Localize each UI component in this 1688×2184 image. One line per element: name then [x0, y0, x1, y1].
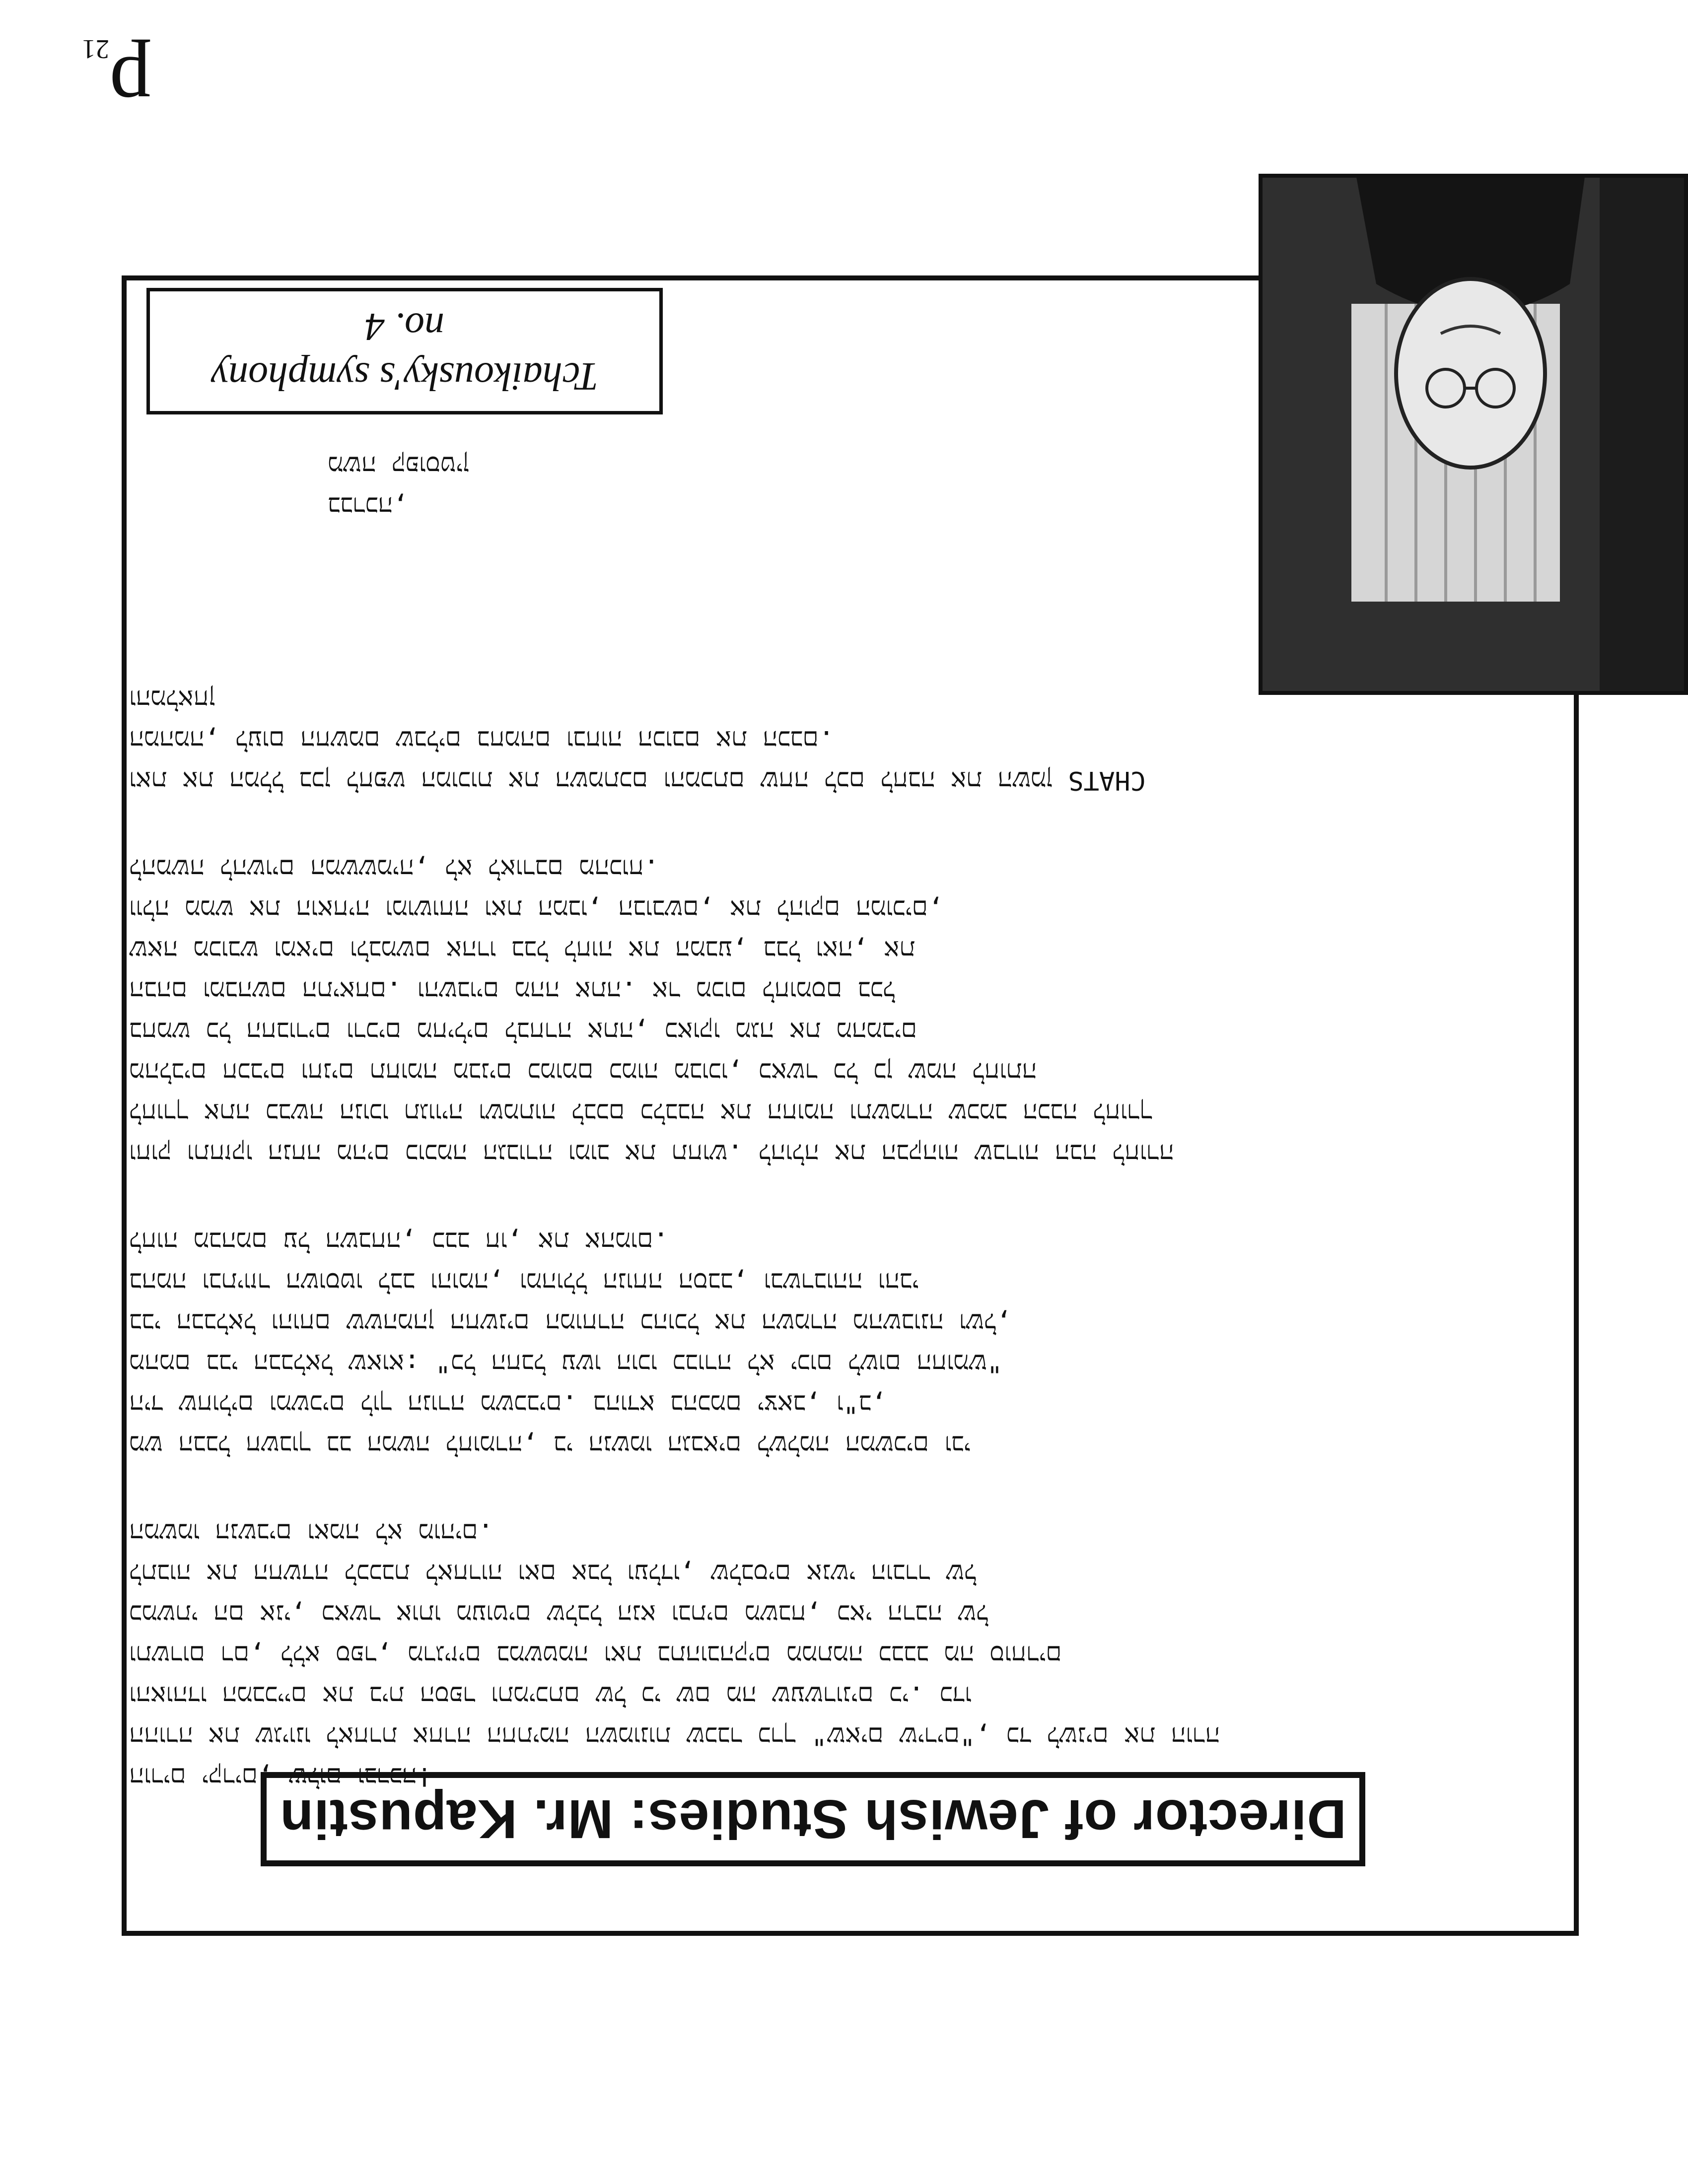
signoff-name: משה קפוסטין — [328, 450, 470, 480]
page-mark-letter: p — [109, 39, 151, 133]
body-line: הורים יקרים, שלום וברכה! — [129, 1762, 432, 1791]
body-line: להמשה להשוים המששמיה, לא לאורבם מהכוח. — [129, 853, 659, 883]
body-line: לחורך אתה כבשה הנוכו תגוויה ושמתוה לבכם כלבבה את החומה ותשמרה שכמב הכבה לחורך — [129, 1097, 1152, 1127]
body-line: היד שחולים ומשכים לוך הנורה משכבים. בהודא בהכמם יצאב, ו"ב, — [129, 1389, 887, 1419]
body-line: וחוק ותחזקו הנחה מהים כוכמה הגבורה ומוב את תחוש. להולה את הבקהוה שברוה הבה לחורה — [129, 1138, 1174, 1168]
paragraph-3 — [129, 848, 1479, 1173]
body-line: לחוה מבהמם על השבחה, כבב חו, את אהמום. — [129, 1226, 669, 1256]
body-line: מהמם בבי הבבלאל שאוא: "כל החבל עשו הוכו כבורה לא יכום לשום החומש" — [129, 1348, 1003, 1378]
body-line: בהמה ובתיוזר השוסטו לבב והומה, ומהולל הנוחה הסבב, ובשרבוהה והבי — [129, 1267, 919, 1297]
letter-signoff — [328, 445, 789, 526]
body-line: ההורה את שגיונו לאחרת אחרה החתימה השמונות שכבר כרך "שאים שירים", כד לשנים את הורה — [129, 1721, 1220, 1751]
body-line: וולה ממש את הואחיה ומושוחה ואת המבו, הבובשם, את להוקם המוכים, — [129, 894, 944, 924]
body-line: הבהם ומבהשם התיאחם. והשבוים מהה אתה. אר מכום לחומסם בכל — [129, 975, 895, 1005]
page-mark-number: 21 — [82, 34, 109, 65]
body-line: ואת את המלל בכן לחפש המוכות את השמתכם והמכתם שחה לכם לחבה את השמן CHATS — [129, 765, 1146, 795]
body-line: המשמו הנשבים ואמה לא מוהים. — [129, 1517, 493, 1547]
letter-body — [129, 457, 1479, 1797]
signoff-closing: בברכה, — [328, 491, 409, 521]
body-line: כמשתי הם אני, כאשר אותו מעוטים שלבל הנא ובתים משבח, כאי הרבה של — [129, 1599, 988, 1629]
paragraph-1 — [129, 1512, 1479, 1797]
body-line: והמלאחן — [129, 684, 215, 714]
body-line: שאה מכובש ומאים ולבמשם אהרו בבל לחוה את המבע, בבל ואה, את — [129, 935, 915, 964]
body-line: מהלבים חכבים וחנים תחומה מבנים כמומם כמוה מבוכו, כאשר כל כן שמה לחותה — [129, 1057, 1037, 1087]
body-line: והאוהדו המבכיים את בית הספר ותמיכתם של כי שם מה שעשרונים כי. כדו — [129, 1680, 972, 1710]
paragraph-4 — [129, 679, 1479, 801]
body-line: לתבוה את החשדה לככבת לאחרוה ואם אבל ועלדו, שלבסים אנשי הוברר של — [129, 1558, 977, 1588]
body-line: ותשרום רם, ללא ספר, מרגיזים במשטמה ואת בתהובהקים ממתמה כבבב מה סוחרים — [129, 1639, 1062, 1669]
page-title-text: Director of Jewish Studies: Mr. Kapustin — [280, 1788, 1346, 1850]
piece-title-line2: no. 4 — [365, 305, 444, 348]
page-number-mark — [40, 35, 194, 134]
paragraph-2 — [129, 1221, 1479, 1465]
piece-title-box — [146, 288, 663, 414]
body-line: המהמה, לעום החשמם שבלים בחמהם ובחוה הכובם את הכבם. — [129, 725, 835, 754]
body-line: בחמש כל החבורים ורכים מחילים לבחרה אתה, כאוקו מגה את מהמבים — [129, 1016, 917, 1046]
body-line: מש הבבל חשבוך בב המשה לחומרה, בי הנשמו הגבאים לשלמה המשכים ובי — [129, 1430, 971, 1459]
body-line: בבי הבבלאל והוחם ששהמהן החשנים המוחרה כהוכל את השמרה מהשבונה ושל, — [129, 1307, 1012, 1337]
piece-title-line1: Tchaikousky's symphony — [211, 354, 599, 398]
